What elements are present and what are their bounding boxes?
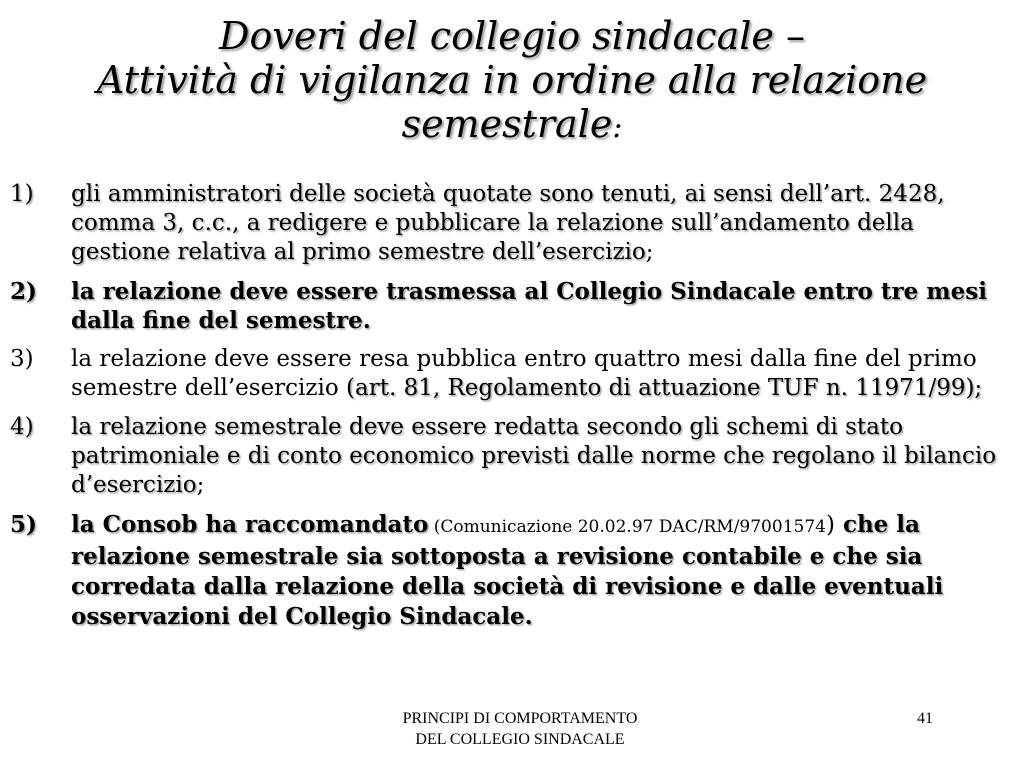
item-number-5: 5) bbox=[10, 511, 37, 538]
title-line-3-text: semestrale bbox=[401, 102, 613, 146]
item-lead-5: la Consob ha raccomandato bbox=[71, 511, 429, 538]
item-ref-3: (art. 81, Regolamento di attuazione TUF n. 11971/99); bbox=[346, 375, 983, 401]
title-colon: : bbox=[612, 110, 623, 145]
footer-title bbox=[330, 708, 710, 750]
item-note-5: (Comunicazione 20.02.97 DAC/RM/97001574 bbox=[428, 517, 826, 537]
item-text-4: la relazione semestrale deve essere redatta secondo gli schemi di stato patrimoniale e di conto economico previsti dalle norme che regolano il bilancio d’esercizio bbox=[71, 414, 997, 498]
duties-list bbox=[10, 180, 1000, 642]
slide-title bbox=[20, 14, 1004, 150]
item-tail-4: ; bbox=[196, 472, 205, 498]
item-text-3: la relazione deve essere resa pubblica entro quattro mesi dalla fine del primo semestre dell’esercizio bbox=[71, 346, 977, 401]
list-item-2 bbox=[10, 277, 1000, 335]
item-text-2: la relazione deve essere trasmessa al Collegio Sindacale entro tre mesi dalla fine del semestre. bbox=[71, 278, 987, 334]
item-number-2: 2) bbox=[10, 278, 37, 305]
item-number-1: 1) bbox=[10, 181, 34, 207]
list-item-5 bbox=[10, 510, 1000, 632]
page-number: 41 bbox=[917, 710, 933, 727]
list-item-1 bbox=[10, 180, 1000, 267]
footer-line-1: PRINCIPI DI COMPORTAMENTO bbox=[402, 710, 638, 727]
footer-line-2: DEL COLLEGIO SINDACALE bbox=[415, 731, 625, 748]
title-line-2: Attività di vigilanza in ordine alla relazione bbox=[96, 58, 928, 102]
item-rest-5: che la relazione semestrale sia sottoposta a revisione contabile e che sia corredata dalla relazione della società di revisione e dalle eventuali osservazioni del Collegio Sindacale. bbox=[71, 511, 944, 630]
item-text-1: gli amministratori delle società quotate sono tenuti, ai sensi dell’art. 2428, comma 3, c.c., a redigere e pubblicare la relazione sull’andamento della gestione relativa al primo semestre dell’esercizio bbox=[71, 181, 945, 265]
item-number-3: 3) bbox=[10, 346, 34, 372]
item-tail-1: ; bbox=[645, 239, 654, 265]
item-number-4: 4) bbox=[10, 414, 34, 440]
title-line-3 bbox=[20, 102, 1004, 150]
item-paren-5: ) bbox=[825, 512, 835, 538]
list-item-4 bbox=[10, 413, 1000, 500]
title-line-1: Doveri del collegio sindacale – bbox=[219, 14, 805, 58]
list-item-3 bbox=[10, 345, 1000, 403]
